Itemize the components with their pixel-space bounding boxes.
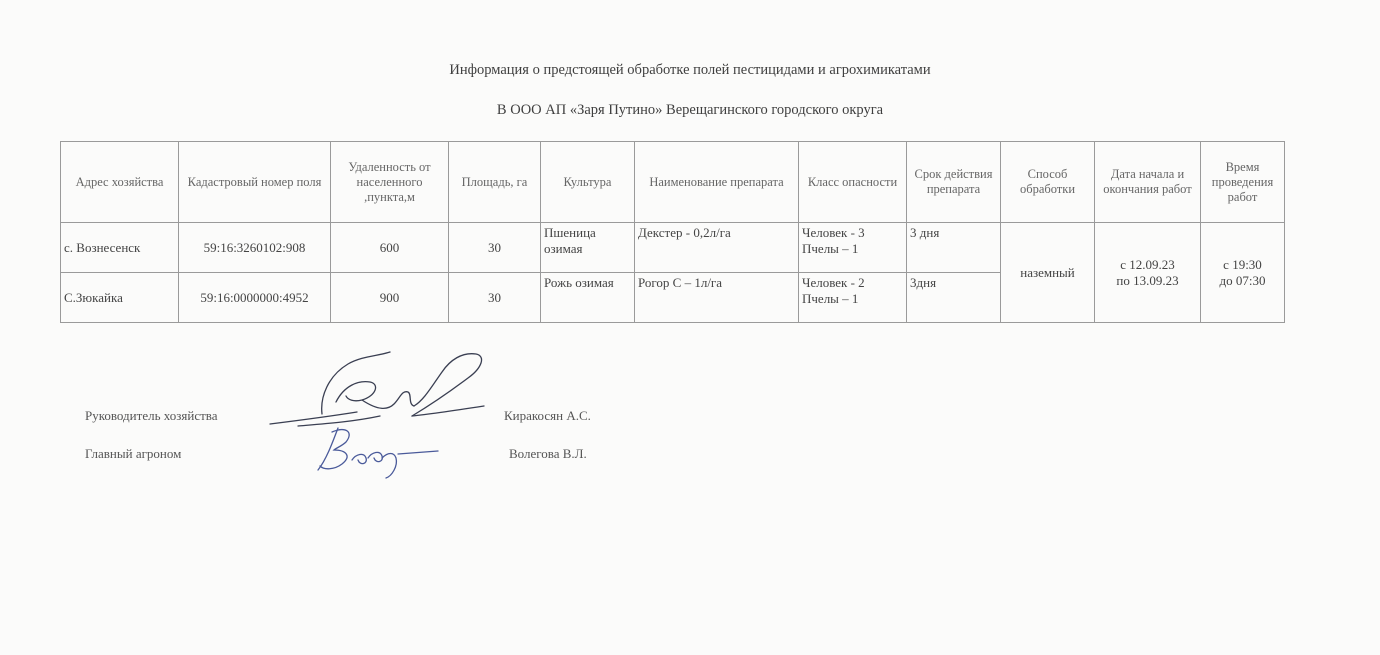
header-area: Площадь, га (449, 142, 541, 223)
cell-crop: Рожь озимая (541, 273, 635, 323)
hazard-human: Человек - 2 (802, 275, 865, 290)
header-hazard: Класс опасности (799, 142, 907, 223)
agronomist-signature-image (312, 420, 442, 482)
table-header-row (61, 142, 1285, 223)
cell-area: 30 (449, 223, 541, 273)
time-end: до 07:30 (1219, 272, 1266, 288)
head-role-label: Руководитель хозяйства (85, 408, 218, 423)
treatment-table (60, 141, 1285, 323)
cell-distance: 900 (331, 273, 449, 323)
header-dates: Дата начала и окончания работ (1095, 142, 1201, 223)
header-address: Адрес хозяйства (61, 142, 179, 223)
cell-cadastral: 59:16:0000000:4952 (179, 273, 331, 323)
agronomist-role-label: Главный агроном (85, 446, 182, 461)
time-start: с 19:30 (1223, 256, 1262, 272)
cell-address: с. Вознесенск (61, 223, 179, 273)
cell-product: Декстер - 0,2л/га (635, 223, 799, 273)
cell-crop: Пшеница озимая (541, 223, 635, 273)
header-distance: Удаленность от населенного ,пункта,м (331, 142, 449, 223)
date-start: с 12.09.23 (1120, 256, 1175, 272)
cell-time (1201, 223, 1285, 323)
cell-validity: 3дня (907, 273, 1001, 323)
table-row (61, 223, 1285, 273)
cell-distance: 600 (331, 223, 449, 273)
hazard-bees: Пчелы – 1 (802, 291, 859, 306)
hazard-human: Человек - 3 (802, 225, 865, 240)
head-signature-image (262, 342, 502, 437)
cell-method: наземный (1001, 223, 1095, 323)
cell-hazard (799, 273, 907, 323)
header-crop: Культура (541, 142, 635, 223)
document-title: Информация о предстоящей обработке полей пестицидами и агрохимикатами (449, 62, 931, 78)
cell-address: С.Зюкайка (61, 273, 179, 323)
header-time: Время проведения работ (1201, 142, 1285, 223)
hazard-bees: Пчелы – 1 (802, 241, 859, 256)
cell-cadastral: 59:16:3260102:908 (179, 223, 331, 273)
date-end: по 13.09.23 (1116, 272, 1179, 288)
head-name: Киракосян А.С. (504, 408, 591, 423)
cell-hazard (799, 223, 907, 273)
header-product: Наименование препарата (635, 142, 799, 223)
header-validity: Срок действия препарата (907, 142, 1001, 223)
cell-validity: 3 дня (907, 223, 1001, 273)
agronomist-name: Волегова В.Л. (509, 446, 587, 461)
header-cadastral: Кадастровый номер поля (179, 142, 331, 223)
document-subtitle: В ООО АП «Заря Путино» Верещагинского городского округа (496, 102, 884, 118)
cell-dates (1095, 223, 1201, 323)
header-method: Способ обработки (1001, 142, 1095, 223)
cell-product: Рогор С – 1л/га (635, 273, 799, 323)
cell-area: 30 (449, 273, 541, 323)
